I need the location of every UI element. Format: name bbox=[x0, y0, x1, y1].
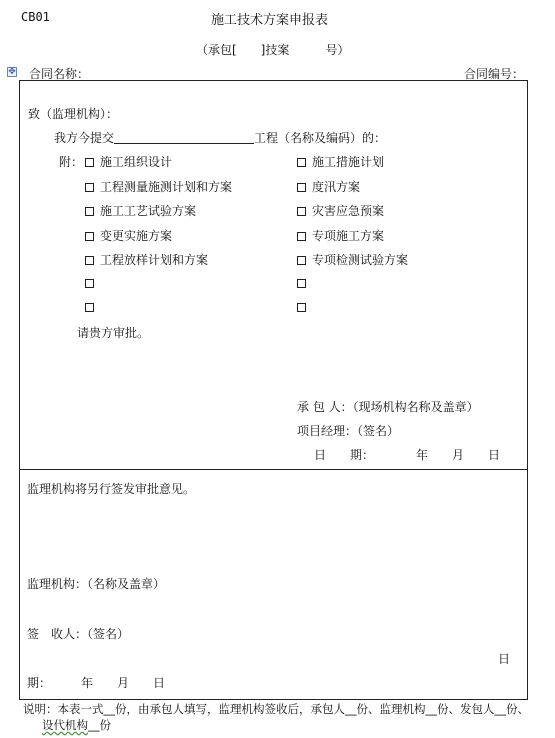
checkbox[interactable] bbox=[297, 183, 306, 192]
attach-label: 附： bbox=[59, 155, 84, 169]
left-item[interactable]: 施工工艺试验方案 bbox=[85, 202, 196, 219]
addressee: 致（监理机构）： bbox=[28, 107, 119, 121]
supervisor-org: 监理机构：（名称及盖章） bbox=[27, 577, 166, 591]
project-manager-sign: 项目经理：（签名） bbox=[297, 424, 400, 438]
left-item[interactable] bbox=[85, 276, 100, 290]
checkbox[interactable] bbox=[85, 207, 94, 216]
left-item[interactable]: 工程放样计划和方案 bbox=[85, 251, 208, 268]
checkbox[interactable] bbox=[297, 303, 306, 312]
checkbox[interactable] bbox=[85, 256, 94, 265]
checkbox[interactable] bbox=[85, 183, 94, 192]
left-item[interactable]: 工程测量施测计划和方案 bbox=[85, 178, 232, 195]
checkbox[interactable] bbox=[85, 279, 94, 288]
contractor-date: 日 期： 年 月 日 bbox=[314, 448, 501, 462]
form-number-text: （承包[ ]技案 号） bbox=[196, 43, 350, 57]
project-name-blank[interactable] bbox=[114, 131, 254, 144]
checkbox[interactable] bbox=[85, 158, 94, 167]
form-table bbox=[19, 80, 528, 700]
form-code: CB01 bbox=[21, 10, 50, 24]
checkbox[interactable] bbox=[297, 207, 306, 216]
right-item[interactable]: 专项施工方案 bbox=[297, 227, 384, 244]
submit-line bbox=[54, 129, 386, 146]
left-item[interactable]: 变更实施方案 bbox=[85, 227, 172, 244]
left-item[interactable] bbox=[85, 300, 100, 314]
right-item[interactable]: 灾害应急预案 bbox=[297, 202, 384, 219]
contract-name-label: 合同名称： bbox=[29, 67, 90, 81]
footer-note-line2 bbox=[42, 717, 111, 733]
footer-design-org: 设代机构 bbox=[42, 718, 88, 732]
contract-no-label: 合同编号： bbox=[464, 67, 525, 81]
checkbox[interactable] bbox=[85, 232, 94, 241]
date-ri: 日 bbox=[498, 652, 511, 666]
contractor-sign: 承 包 人：（现场机构名称及盖章） bbox=[297, 400, 479, 414]
left-item[interactable]: 施工组织设计 bbox=[85, 153, 172, 170]
supervisor-note: 监理机构将另行签发审批意见。 bbox=[27, 482, 196, 496]
checkbox[interactable] bbox=[297, 158, 306, 167]
checkbox[interactable] bbox=[85, 303, 94, 312]
supervisor-date: 期： 年 月 日 bbox=[27, 676, 166, 690]
form-title: 施工技术方案申报表 bbox=[211, 13, 329, 28]
footer-note: 说明：本表一式__份，由承包人填写，监理机构签收后，承包人__份、监理机构__份、发包人__份、 bbox=[23, 702, 529, 716]
checkbox[interactable] bbox=[297, 232, 306, 241]
receiver-sign: 签 收人：（签名） bbox=[27, 627, 130, 641]
request-approval: 请贵方审批。 bbox=[77, 326, 150, 340]
right-item[interactable] bbox=[297, 276, 312, 290]
checkbox[interactable] bbox=[297, 279, 306, 288]
table-move-handle-icon[interactable]: ✥ bbox=[8, 67, 16, 77]
form-number bbox=[196, 41, 349, 58]
right-item[interactable] bbox=[297, 300, 312, 314]
right-item[interactable]: 专项检测试验方案 bbox=[297, 251, 408, 268]
checkbox[interactable] bbox=[297, 256, 306, 265]
submit-suffix: 工程（名称及编码）的： bbox=[254, 131, 387, 145]
submit-prefix: 我方今提交 bbox=[54, 131, 115, 145]
section-divider bbox=[19, 469, 528, 470]
footer-design-org-copies: __份 bbox=[88, 718, 111, 732]
right-item[interactable]: 度汛方案 bbox=[297, 178, 360, 195]
right-item[interactable]: 施工措施计划 bbox=[297, 153, 384, 170]
